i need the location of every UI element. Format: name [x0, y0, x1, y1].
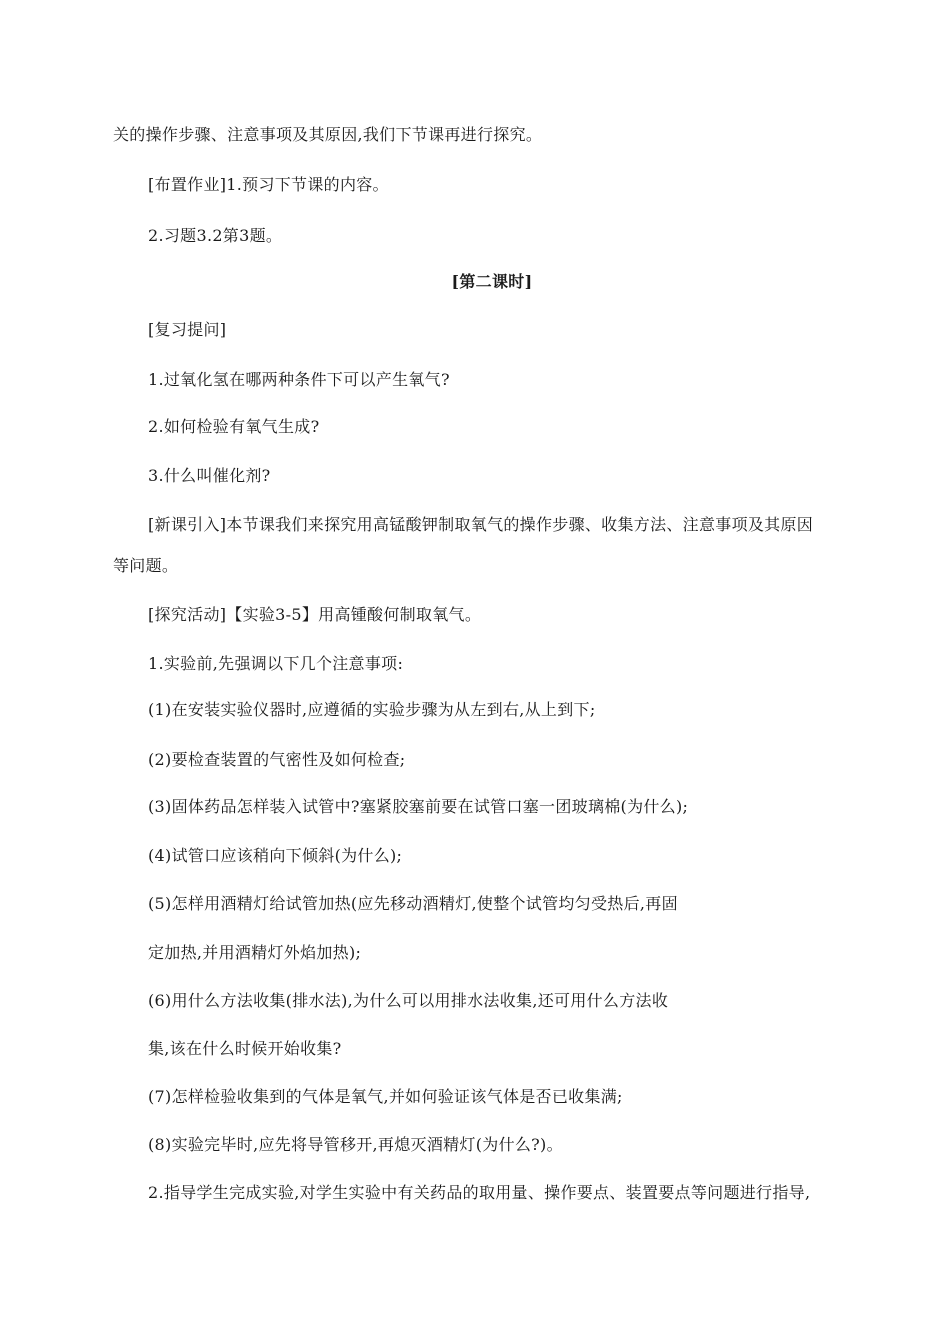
step-2: 2.指导学生完成实验,对学生实验中有关药品的取用量、操作要点、装置要点等问题进行指导,: [148, 1183, 811, 1202]
new-lesson-intro: [新课引入]本节课我们来探究用高锰酸钾制取氧气的操作步骤、收集方法、注意事项及其原因: [148, 515, 814, 534]
section-heading: [第二课时]: [451, 272, 533, 291]
note-item-2: (2)要检查装置的气密性及如何检查;: [148, 750, 406, 769]
paragraph-continuation: 关的操作步骤、注意事项及其原因,我们下节课再进行探究。: [113, 125, 543, 144]
note-item-7: (7)怎样检验收集到的气体是氧气,并如何验证该气体是否已收集满;: [148, 1087, 623, 1106]
note-item-8: (8)实验完毕时,应先将导管移开,再熄灭酒精灯(为什么?)。: [148, 1135, 563, 1154]
note-item-6-continuation: 集,该在什么时候开始收集?: [148, 1039, 342, 1058]
note-item-1: (1)在安装实验仪器时,应遵循的实验步骤为从左到右,从上到下;: [148, 700, 596, 719]
review-question-3: 3.什么叫催化剂?: [148, 466, 271, 485]
step-1: 1.实验前,先强调以下几个注意事项:: [148, 654, 404, 673]
note-item-5-continuation: 定加热,并用酒精灯外焰加热);: [148, 943, 362, 962]
review-question-1: 1.过氧化氢在哪两种条件下可以产生氧气?: [148, 370, 450, 389]
note-item-5: (5)怎样用酒精灯给试管加热(应先移动酒精灯,使整个试管均匀受热后,再固: [148, 894, 678, 913]
homework-assignment: [布置作业]1.预习下节课的内容。: [148, 175, 389, 194]
review-question-2: 2.如何检验有氧气生成?: [148, 417, 320, 436]
homework-item-2: 2.习题3.2第3题。: [148, 226, 283, 245]
review-questions-label: [复习提问]: [148, 320, 227, 339]
note-item-4: (4)试管口应该稍向下倾斜(为什么);: [148, 846, 403, 865]
note-item-6: (6)用什么方法收集(排水法),为什么可以用排水法收集,还可用什么方法收: [148, 991, 669, 1010]
new-lesson-intro-continuation: 等问题。: [113, 556, 179, 575]
inquiry-activity: [探究活动]【实验3-5】用高锺酸何制取氧气。: [148, 605, 482, 624]
note-item-3: (3)固体药品怎样装入试管中?塞紧胶塞前要在试管口塞一团玻璃棉(为什么);: [148, 797, 689, 816]
